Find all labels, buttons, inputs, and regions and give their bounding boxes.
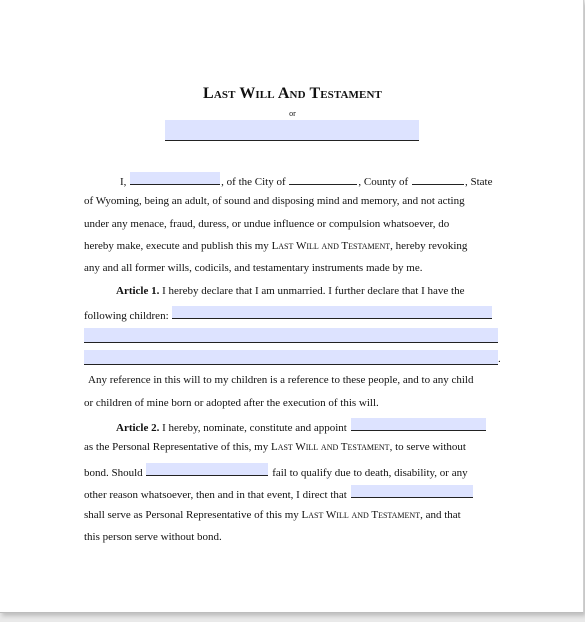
county-field[interactable] xyxy=(412,172,464,185)
article2-line-2 xyxy=(84,440,504,454)
a2-l3b: fail to qualify due to death, disability, or any xyxy=(272,467,468,479)
p2-line-2: or children of mine born or adopted after the execution of this will. xyxy=(84,397,379,409)
article1-line-1 xyxy=(84,284,504,298)
city-field[interactable] xyxy=(289,172,357,185)
p2-line-1: Any reference in this will to my children is a reference to these people, and to any child xyxy=(88,374,474,386)
document-title: Last Will And Testament xyxy=(203,85,382,102)
p1-county-label: , County of xyxy=(358,176,409,188)
p1-city-label: , of the City of xyxy=(221,176,286,188)
p1-line-4 xyxy=(84,239,504,253)
a2-l5a: shall serve as Personal Representative of this my xyxy=(84,509,299,521)
a2-l5b: Last Will and Testament xyxy=(301,509,421,521)
article2-line-5 xyxy=(84,508,504,522)
article2-line-6: this person serve without bond. xyxy=(84,531,222,543)
children-field-3[interactable] xyxy=(84,350,498,365)
p1-l4c: , hereby revoking xyxy=(390,240,468,252)
article1-line-2 xyxy=(84,306,504,323)
children-label: following children: xyxy=(84,310,169,322)
article2-line-1 xyxy=(84,418,504,435)
p1-line-2: of Wyoming, being an adult, of sound and disposing mind and memory, and not acting xyxy=(84,195,465,207)
should-name-field[interactable] xyxy=(146,463,268,476)
article2-label: Article 2. xyxy=(116,422,160,434)
p1-line-3: under any menace, fraud, duress, or undue influence or compulsion whatsoever, do xyxy=(84,218,450,230)
a2-l3a: bond. Should xyxy=(84,467,143,479)
p1-line-5: any and all former wills, codicils, and testamentary instruments made by me. xyxy=(84,262,423,274)
article1-text: I hereby declare that I am unmarried. I further declare that I have the xyxy=(162,285,465,297)
a2-l5c: , and that xyxy=(420,509,461,521)
children-field-2[interactable] xyxy=(84,328,498,343)
a2-l2a: as the Personal Representative of this, my xyxy=(84,441,269,453)
alias-name-field[interactable] xyxy=(165,120,419,141)
article2-text: I hereby, nominate, constitute and appoint xyxy=(162,422,347,434)
testator-name-field[interactable] xyxy=(130,172,220,185)
children-field-1[interactable] xyxy=(172,306,492,319)
p1-state-label: , State xyxy=(464,176,493,188)
a2-l2b: Last Will and Testament xyxy=(270,441,390,453)
p1-i: I, xyxy=(120,176,127,188)
children-period: . xyxy=(498,353,501,365)
representative-field[interactable] xyxy=(351,418,486,431)
a2-l2c: , to serve without xyxy=(389,441,466,453)
article2-line-4 xyxy=(84,485,504,502)
p1-l4a: hereby make, execute and publish this my xyxy=(84,240,269,252)
or-label: or xyxy=(289,109,296,118)
p1-line-1 xyxy=(84,172,504,189)
article1-label: Article 1. xyxy=(116,285,160,297)
alternate-representative-field[interactable] xyxy=(351,485,473,498)
article2-line-3 xyxy=(84,463,504,480)
a2-l4: other reason whatsoever, then and in that event, I direct that xyxy=(84,489,347,501)
p1-l4b: Last Will and Testament xyxy=(271,240,391,252)
